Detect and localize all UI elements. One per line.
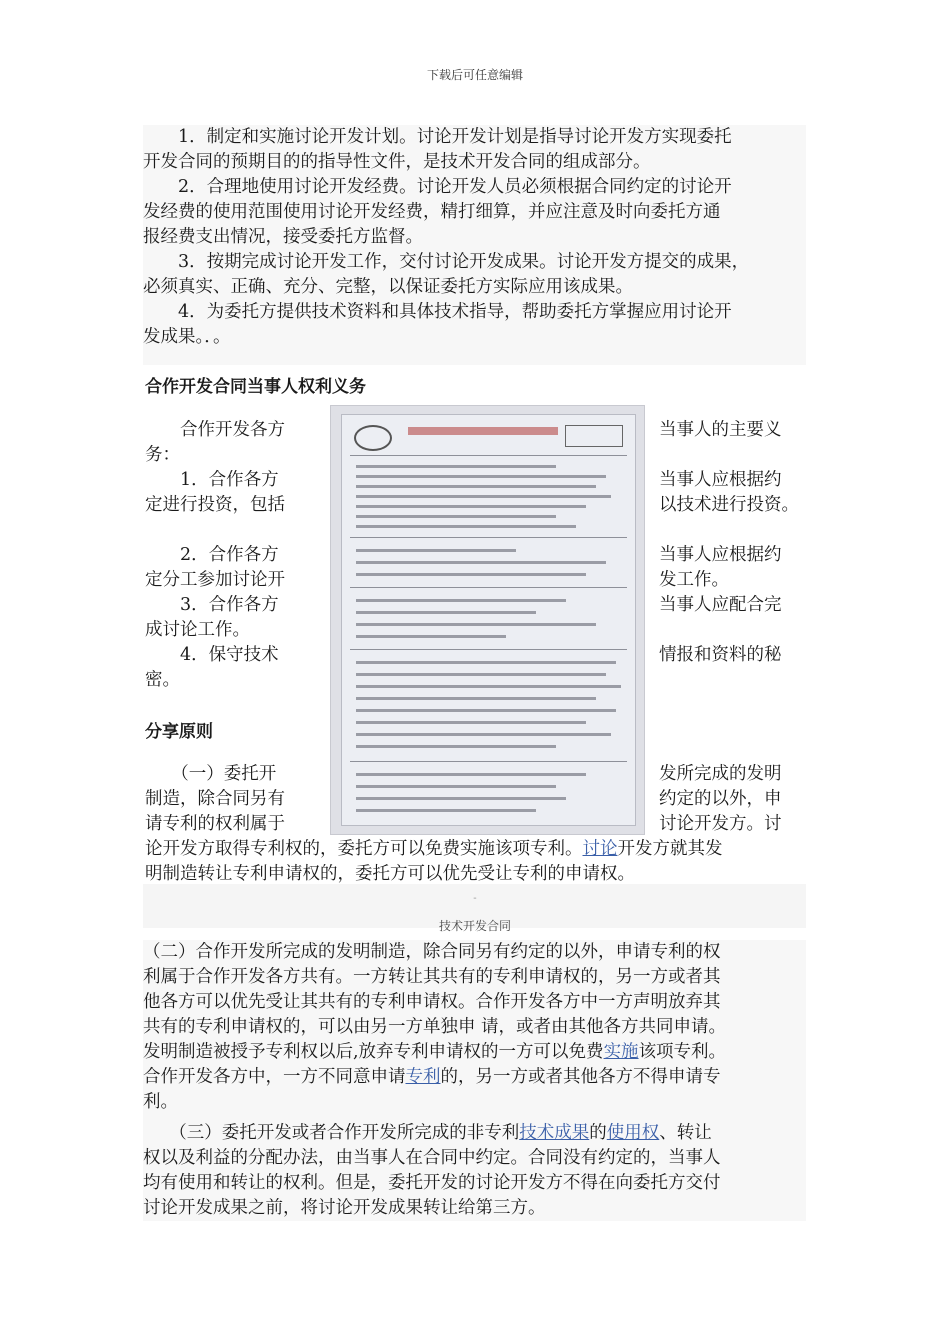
link-discussion[interactable]: 讨论 — [582, 839, 618, 859]
paragraph-line: 共有的专利申请权的，可以由另一方单独申 请，或者由其他各方共同申请。 — [143, 1017, 727, 1037]
text-line: 讨论开发方。讨 — [659, 814, 782, 834]
text-line: 务： — [145, 445, 180, 465]
text-line: 合作开发各方 — [145, 420, 285, 440]
form-number-box — [565, 425, 623, 447]
text-line: 2．合作各方 — [145, 545, 279, 565]
duties-section — [143, 125, 806, 365]
paragraph-line: 3．按期完成讨论开发工作，交付讨论开发成果。讨论开发方提交的成果， — [143, 252, 750, 272]
form-line — [356, 515, 556, 518]
text-line: 当事人的主要义 — [659, 420, 782, 440]
form-line — [356, 745, 556, 748]
paragraph-line — [143, 1040, 806, 1065]
link-usage-right[interactable]: 使用权 — [606, 1123, 660, 1143]
text-line: 4．保守技术 — [145, 645, 279, 665]
coop-right-column — [659, 418, 799, 668]
text-line: 制造，除合同另有 — [145, 789, 285, 809]
share-right-column — [659, 762, 782, 837]
form-rule — [350, 537, 627, 538]
paragraph-line: 1．制定和实施讨论开发计划。讨论开发计划是指导讨论开发方实现委托 — [143, 127, 732, 147]
text-line: 明制造转让专利申请权的，委托方可以优先受让专利的申请权。 — [145, 864, 635, 884]
text-line: 请专利的权利属于 — [145, 814, 285, 834]
page-footer: 技术开发合同 — [438, 919, 511, 933]
text-line: 当事人应根据约 — [659, 545, 782, 565]
text-span: 开发方就其发 — [617, 839, 723, 859]
link-tech-results[interactable]: 技术成果 — [519, 1123, 590, 1143]
form-line — [356, 697, 596, 700]
text-span: 、转让 — [659, 1123, 712, 1143]
share-left-column — [145, 762, 285, 837]
paragraph-line: 讨论开发成果之前，将讨论开发成果转让给第三方。 — [143, 1198, 546, 1218]
paragraph-line: 发成果。．。 — [143, 327, 231, 347]
text-line: 密。 — [145, 670, 180, 690]
form-line — [356, 573, 586, 576]
form-line — [356, 505, 586, 508]
text-span: 合作开发各方中，一方不同意申请 — [143, 1067, 406, 1087]
form-rule — [350, 455, 627, 456]
text-line: 成讨论工作。 — [145, 620, 250, 640]
heading-rights-obligations: 合作开发合同当事人权利义务 — [145, 377, 366, 397]
link-patent[interactable]: 专利 — [405, 1067, 441, 1087]
text-line: 以技术进行投资。 — [659, 495, 799, 515]
paragraph-line: 2．合理地使用讨论开发经费。讨论开发人员必须根据合同约定的讨论开 — [143, 177, 732, 197]
form-line — [356, 599, 566, 602]
text-line — [145, 837, 723, 862]
text-line: 当事人应根据约 — [659, 470, 782, 490]
form-line — [356, 709, 616, 712]
page-header: 下载后可任意编辑 — [426, 68, 523, 82]
paragraph-line: 均有使用和转让的权利。但是，委托开发的讨论开发方不得在向委托方交付 — [143, 1173, 721, 1193]
form-rule — [350, 587, 627, 588]
paragraph-line: （二）合作开发所完成的发明制造，除合同另有约定的以外，申请专利的权 — [143, 942, 721, 962]
form-rule — [350, 649, 627, 650]
paragraph-line: 权以及利益的分配办法，由当事人在合同中约定。合同没有约定的，当事人 — [143, 1148, 721, 1168]
form-title-mark — [408, 427, 558, 435]
form-line — [356, 475, 606, 478]
form-line — [356, 549, 516, 552]
form-line — [356, 661, 616, 664]
paragraph-line — [143, 1065, 806, 1090]
text-line: 定进行投资，包括 — [145, 495, 285, 515]
form-line — [356, 611, 536, 614]
share-continued — [145, 837, 723, 887]
text-line: （一）委托开 — [145, 764, 277, 784]
paragraph-line: 报经费支出情况，接受委托方监督。 — [143, 227, 423, 247]
form-line — [356, 561, 606, 564]
footer-dash: - — [473, 893, 477, 904]
paragraph-line: 利属于合作开发各方共有。一方转让其共有的专利申请权的，另一方或者其 — [143, 967, 721, 987]
logo-icon — [354, 425, 392, 451]
paragraph-line: 他各方可以优先受让其共有的专利申请权。合作开发各方中一方声明放弃其 — [143, 992, 721, 1012]
coop-left-column — [145, 418, 285, 693]
text-line: 情报和资料的秘 — [659, 645, 782, 665]
form-line — [356, 465, 556, 468]
text-line: 3．合作各方 — [145, 595, 279, 615]
paragraph-line: 必须真实、正确、充分、完整，以保证委托方实际应用该成果。 — [143, 277, 633, 297]
scanned-form-image — [330, 405, 645, 835]
form-rule — [350, 761, 627, 762]
text-span: 的 — [589, 1123, 607, 1143]
text-line: 定分工参加讨论开 — [145, 570, 285, 590]
form-line — [356, 797, 566, 800]
text-span: 论开发方取得专利权的，委托方可以免费实施该项专利。 — [145, 839, 583, 859]
paragraph-line: 开发合同的预期目的的指导性文件，是技术开发合同的组成部分。 — [143, 152, 651, 172]
form-line — [356, 495, 611, 498]
form-line — [356, 623, 596, 626]
text-line: 发所完成的发明 — [659, 764, 782, 784]
paragraph-line: 4．为委托方提供技术资料和具体技术指导，帮助委托方掌握应用讨论开 — [143, 302, 732, 322]
text-line: 1．合作各方 — [145, 470, 279, 490]
form-line — [356, 733, 611, 736]
link-implement[interactable]: 实施 — [603, 1042, 639, 1062]
form-line — [356, 721, 586, 724]
form-line — [356, 773, 586, 776]
text-span: 该项专利。 — [638, 1042, 727, 1062]
sharing-continued-section — [143, 940, 806, 1221]
paragraph-line: 利。 — [143, 1092, 178, 1112]
form-line — [356, 685, 621, 688]
text-line: 发工作。 — [659, 570, 729, 590]
text-span: 发明制造被授予专利权以后,放弃专利申请权的一方可以免费 — [143, 1042, 604, 1062]
text-line: 当事人应配合完 — [659, 595, 782, 615]
text-span: （三）委托开发或者合作开发所完成的非专利 — [143, 1123, 520, 1143]
text-span: 的，另一方或者其他各方不得申请专 — [440, 1067, 721, 1087]
text-line: 约定的以外，申 — [659, 789, 782, 809]
form-line — [356, 673, 606, 676]
form-line — [356, 809, 536, 812]
form-line — [356, 635, 506, 638]
form-paper — [341, 414, 636, 826]
form-line — [356, 485, 596, 488]
form-line — [356, 785, 556, 788]
paragraph-line: 发经费的使用范围使用讨论开发经费，精打细算，并应注意及时向委托方通 — [143, 202, 721, 222]
heading-sharing-principle: 分享原则 — [145, 722, 213, 742]
form-line — [356, 525, 576, 528]
paragraph-line — [143, 1121, 806, 1146]
